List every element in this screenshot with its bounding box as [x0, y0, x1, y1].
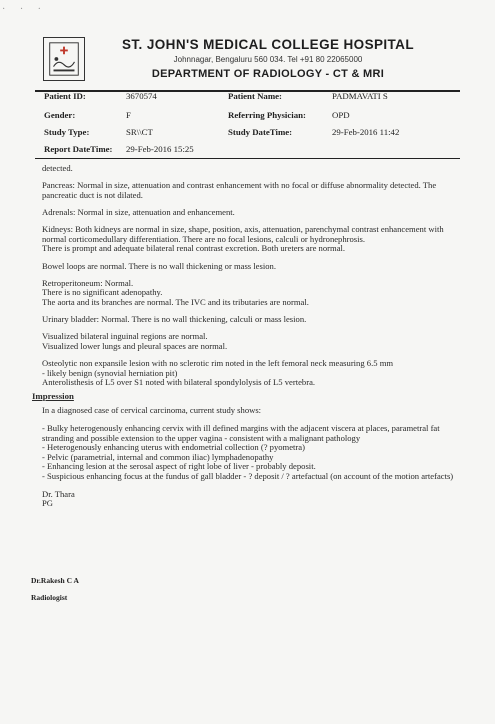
finding-paragraph: Adrenals: Normal in size, attenuation and enhancement. [42, 206, 235, 217]
hospital-logo [43, 37, 85, 81]
finding-paragraph: Pancreas: Normal in size, attenuation and contrast enhancement with no focal or diffuse abnormality detected. The pancreatic duct is not dilated. [42, 180, 437, 200]
finding-paragraph: Visualized bilateral inguinal regions are normal. Visualized lower lungs and pleural spaces are normal. [42, 331, 228, 351]
finding-paragraph: detected. [42, 163, 73, 173]
finding-paragraph: Kidneys: Both kidneys are normal in size, shape, position, axis, attenuation, parenchymal contrast enhancement with normal corticomedullary differentiation. There are no focal lesions, calculi or hydronephrosis. There is prompt and adequate bilateral renal contrast excretion. Both ureters are normal. [42, 224, 444, 254]
impression-heading: Impression [32, 390, 74, 401]
hospital-name: ST. JOHN'S MEDICAL COLLEGE HOSPITAL [122, 37, 414, 52]
study-type-label: Study Type: [44, 127, 90, 137]
report-datetime-label: Report DateTime: [44, 144, 113, 154]
findings-section [42, 164, 462, 388]
finding-paragraph: Urinary bladder: Normal. There is no wall thickening, calculi or mass lesion. [42, 314, 307, 325]
patient-name-label: Patient Name: [228, 91, 282, 101]
referring-physician-label: Referring Physician: [228, 110, 306, 120]
finding-paragraph: Osteolytic non expansile lesion with no sclerotic rim noted in the left femoral neck measuring 6.5 mm - likely benign (synovial herniation pit) Anterolisthesis of L5 over S1 noted with bilateral spondylolysis of L5 vertebra. [42, 358, 394, 388]
report-body [32, 163, 462, 517]
patient-id-value: 3670574 [126, 91, 157, 101]
patient-id-label: Patient ID: [44, 91, 86, 101]
gender-value: F [126, 110, 131, 120]
impression-points: - Bulky heterogenously enhancing cervix with ill defined margins with the adjacent viscera at places, parametral fat stranding and possible extension to the upper vagina - consistent with a malignant pathology - Heterogenously enhancing uterus with endometrial collection (? pyometra) - Pelvic (parametrial, internal and common iliac) lymphadenopathy - Enhancing lesion at the serosal aspect of right lobe of liver - probably deposit. - Suspicious enhancing focus at the fundus of gall bladder - ? deposit / ? artefactual (on account of the motion artefacts) [42, 423, 454, 481]
radiologist-name: Dr.Rakesh C A [31, 576, 79, 585]
study-type-value: SR\\CT [126, 127, 153, 137]
patient-name-value: PADMAVATI S [332, 91, 388, 101]
impression-intro: In a diagnosed case of cervical carcinoma, current study shows: [42, 405, 262, 416]
finding-paragraph: Retroperitoneum: Normal. There is no significant adenopathy. The aorta and its branches are normal. The IVC and its tributaries are normal. [42, 277, 309, 307]
header-rule-bottom [35, 158, 460, 159]
impression-section [42, 406, 462, 508]
gender-label: Gender: [44, 110, 76, 120]
resident-signature: Dr. Thara PG [42, 488, 75, 509]
report-datetime-value: 29-Feb-2016 15:25 [126, 144, 194, 154]
study-datetime-label: Study DateTime: [228, 127, 293, 137]
radiologist-title: Radiologist [31, 593, 68, 602]
study-datetime-value: 29-Feb-2016 11:42 [332, 127, 400, 137]
department-title: DEPARTMENT OF RADIOLOGY - CT & MRI [151, 68, 385, 80]
finding-paragraph: Bowel loops are normal. There is no wall thickening or mass lesion. [42, 260, 276, 271]
hospital-address: Johnnagar, Bengaluru 560 034. Tel +91 80 22065000 [173, 55, 363, 64]
scan-specks: · · · [2, 4, 47, 15]
referring-physician-value: OPD [332, 110, 350, 120]
